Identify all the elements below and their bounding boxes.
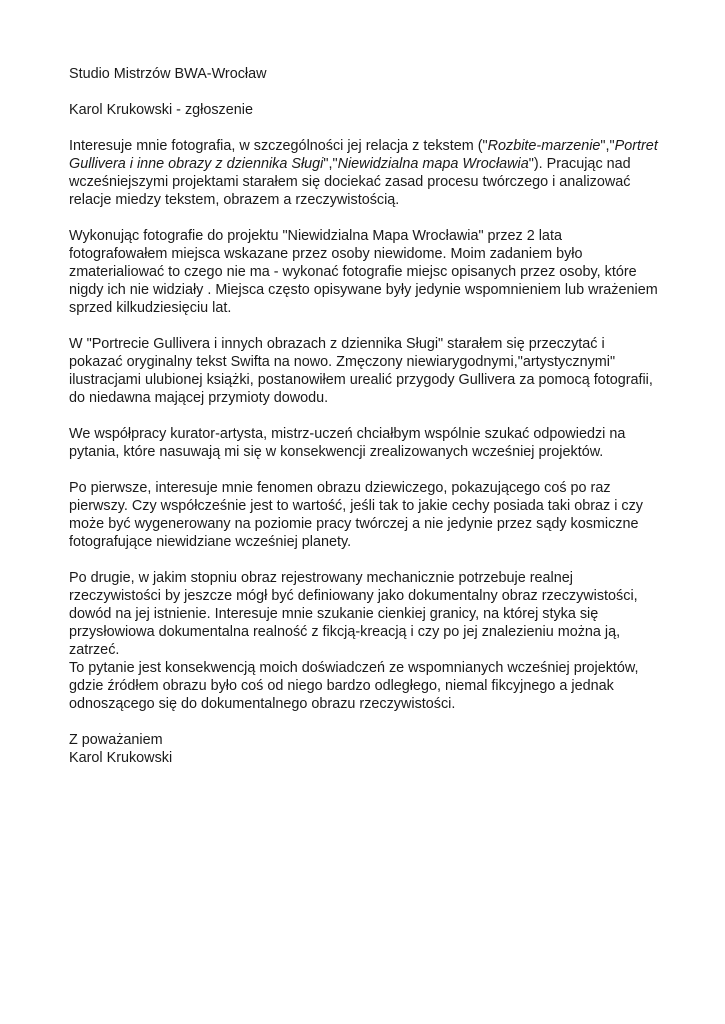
project-title-rozbite-marzenie: Rozbite-marzenie <box>487 138 601 154</box>
project-title-niewidzialna-mapa: Niewidzialna mapa Wrocławia <box>337 156 529 172</box>
letter-header: Studio Mistrzów BWA-Wrocław <box>69 66 267 82</box>
intro-text-2: "," <box>600 138 615 154</box>
second-question-paragraph: Po drugie, w jakim stopniu obraz rejestrowany mechanicznie potrzebuje realnej rzeczywistości by jeszcze mógł być definiowany jako dokumentalny obraz rzeczywistości, dowód na jej istnienie. Interesuje mnie szukanie cienkiej granicy, na której styka się przysłowiowa dokumentalna realność z fikcją-kreacją i czy po jej znalezieniu można ją, zatrzeć. <box>69 570 638 658</box>
closing-line: Z poważaniem <box>69 732 163 748</box>
intro-paragraph <box>69 137 659 209</box>
question-consequence-paragraph: To pytanie jest konsekwencją moich doświadczeń ze wspomnianych wcześniej projektów, gdzie źródłem obrazu było coś od niego bardzo odległego, niemal fikcyjnego a jednak odnoszącego się do dokumentalnego obrazu rzeczywistości. <box>69 660 639 712</box>
first-question-paragraph: Po pierwsze, interesuje mnie fenomen obrazu dziewiczego, pokazującego coś po raz pierwszy. Czy współcześnie jest to wartość, jeśli tak to jakie cechy posiada taki obraz i czy może być wygenerowany na poziomie pracy twórczej a nie jedynie przez sądy kosmiczne fotografujące niewidziane wcześniej planety. <box>69 480 643 550</box>
intro-text-3: "," <box>323 156 338 172</box>
intro-text-1: Interesuje mnie fotografia, w szczególności jej relacja z tekstem (" <box>69 138 488 154</box>
letter-page <box>69 65 659 767</box>
map-project-paragraph: Wykonując fotografie do projektu "Niewidzialna Mapa Wrocławia" przez 2 lata fotografowałem miejsca wskazane przez osoby niewidome. Moim zadaniem było zmaterialiować to czego nie ma - wykonać fotografie miejsc opisanych przez osoby, które nigdy ich nie widziały . Miejsca często opisywane były jedynie wspomnieniem lub wrażeniem sprzed kilkudziesięciu lat. <box>69 228 658 316</box>
intro-text-4: "). Pracując nad wcześniejszymi projektami starałem się dociekać zasad procesu twórczego i analizować relacje miedzy tekstem, obrazem a rzeczywistością. <box>69 156 631 208</box>
gulliver-project-paragraph: W "Portrecie Gullivera i innych obrazach z dziennika Sługi" starałem się przeczytać i pokazać oryginalny tekst Swifta na nowo. Zmęczony niewiarygodnymi,"artystycznymi" ilustracjami ulubionej książki, postanowiłem urealić przygody Gullivera za pomocą fotografii, do niedawna mającej przymioty dowodu. <box>69 336 653 406</box>
letter-subject: Karol Krukowski - zgłoszenie <box>69 102 253 118</box>
signature-name: Karol Krukowski <box>69 750 173 766</box>
cooperation-paragraph: We współpracy kurator-artysta, mistrz-uczeń chciałbym wspólnie szukać odpowiedzi na pytania, które nasuwają mi się w konsekwencji zrealizowanych wcześniej projektów. <box>69 426 626 460</box>
project-title-portret-gullivera: Portret Gullivera i inne obrazy z dziennika Sługi <box>69 138 658 172</box>
